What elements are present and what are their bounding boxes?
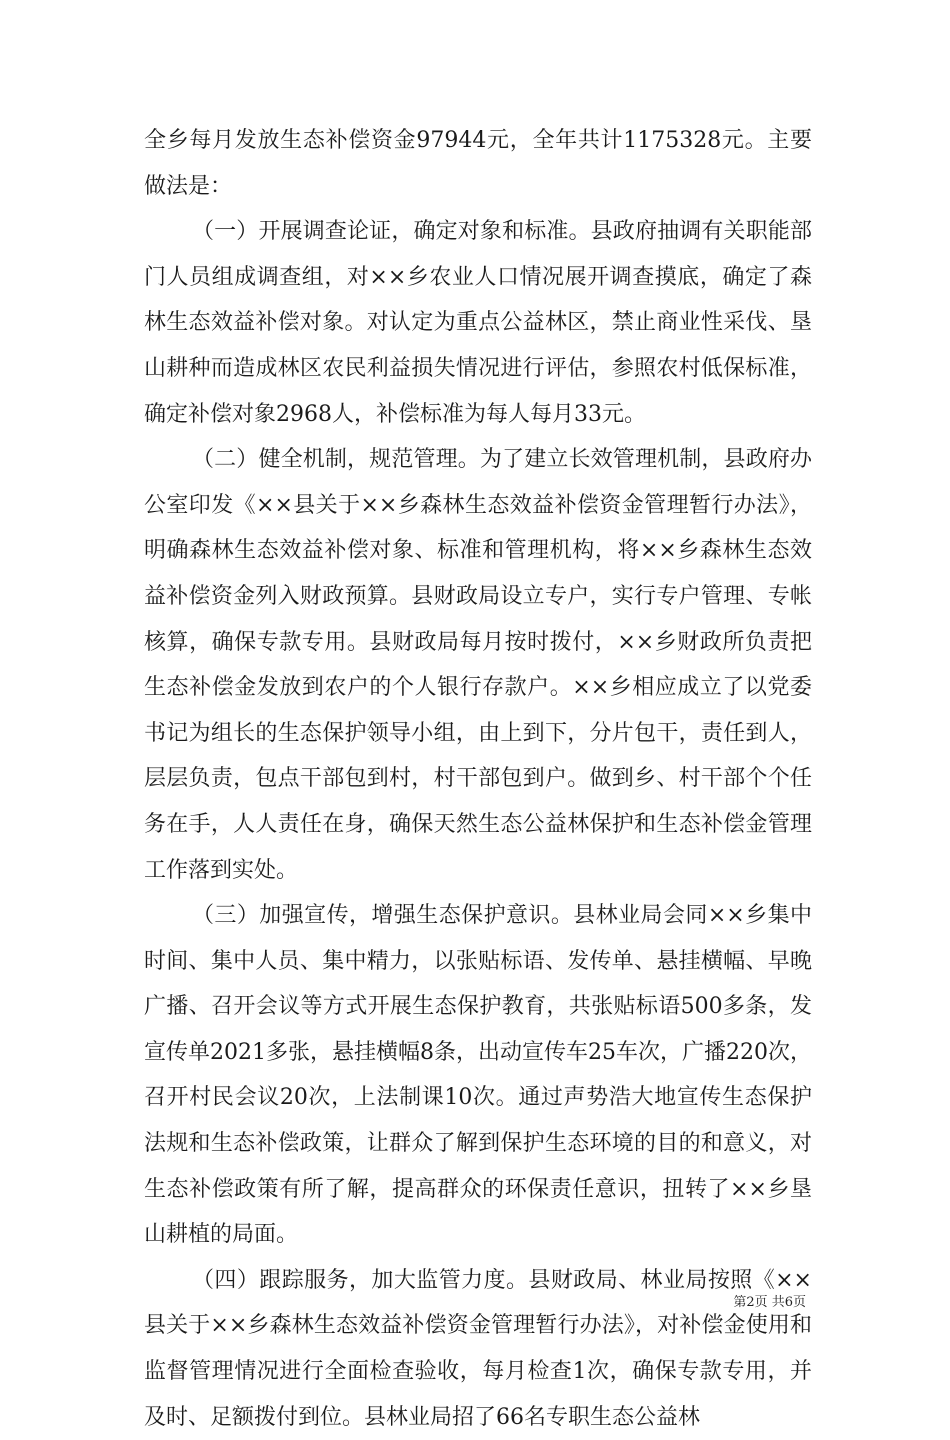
document-body	[144, 118, 812, 1440]
page-number: 第2页 共6页	[733, 1295, 806, 1310]
paragraph-section-2: （二）健全机制，规范管理。为了建立长效管理机制，县政府办公室印发《××县关于××乡森林生态效益补偿资金管理暂行办法》，明确森林生态效益补偿对象、标准和管理机构，将××乡森林生态效益补偿资金列入财政预算。县财政局设立专户，实行专户管理、专帐核算，确保专款专用。县财政局每月按时拨付，××乡财政所负责把生态补偿金发放到农户的个人银行存款户。××乡相应成立了以党委书记为组长的生态保护领导小组，由上到下，分片包干，责任到人，层层负责，包点干部包到村，村干部包到户。做到乡、村干部个个任务在手，人人责任在身，确保天然生态公益林保护和生态补偿金管理工作落到实处。	[144, 447, 812, 883]
paragraph-section-1: （一）开展调查论证，确定对象和标准。县政府抽调有关职能部门人员组成调查组，对××乡农业人口情况展开调查摸底，确定了森林生态效益补偿对象。对认定为重点公益林区，禁止商业性采伐、垦山耕种而造成林区农民利益损失情况进行评估，参照农村低保标准，确定补偿对象2968人，补偿标准为每人每月33元。	[144, 219, 812, 427]
paragraph-section-3: （三）加强宣传，增强生态保护意识。县林业局会同××乡集中时间、集中人员、集中精力，以张贴标语、发传单、悬挂横幅、早晚广播、召开会议等方式开展生态保护教育，共张贴标语500多条，发宣传单2021多张，悬挂横幅8条，出动宣传车25车次，广播220次，召开村民会议20次，上法制课10次。通过声势浩大地宣传生态保护法规和生态补偿政策，让群众了解到保护生态环境的目的和意义，对生态补偿政策有所了解，提高群众的环保责任意识，扭转了××乡垦山耕植的局面。	[144, 903, 812, 1248]
paragraph-intro: 全乡每月发放生态补偿资金97944元，全年共计1175328元。主要做法是：	[144, 128, 812, 199]
paragraph-section-4: （四）跟踪服务，加大监管力度。县财政局、林业局按照《××县关于××乡森林生态效益补偿资金管理暂行办法》，对补偿金使用和监督管理情况进行全面检查验收，每月检查1次，确保专款专用，并及时、足额拨付到位。县林业局招了66名专职生态公益林	[144, 1267, 812, 1430]
